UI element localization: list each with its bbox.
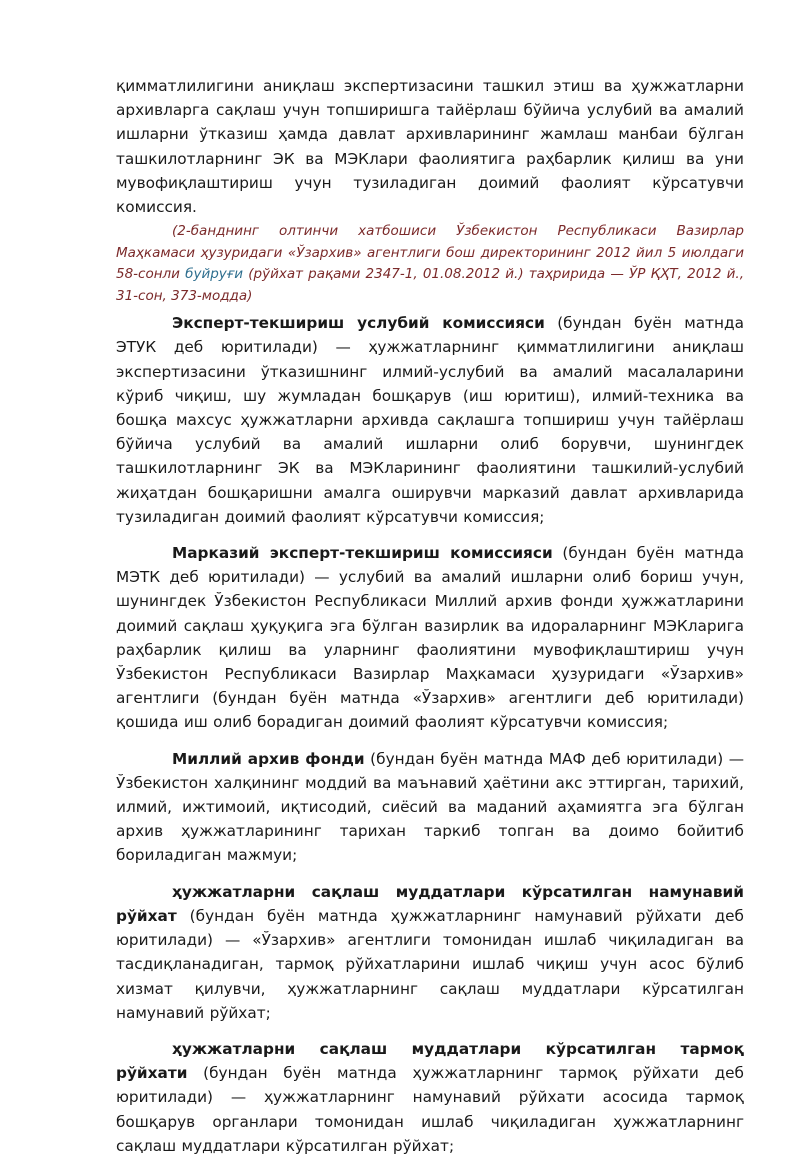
definition-branch-list-text: (бундан буён матнда ҳужжатларнинг тармоқ рўйхати деб юритилади) — ҳужжатларнинг намунавий рўйхати асосида тармоқ бошқарув органлари томонидан ишлаб чиқиладиган ҳужжатларнинг сақлаш муддатлари кўрсатилган рўйхат;: [116, 1064, 744, 1155]
definition-etuk: [116, 311, 744, 529]
amendment-note-text: (2-банднинг олтинчи хатбошиси Ўзбекистон Республикаси Вазирлар Маҳкамаси ҳузуридаги «Ўзархив» агентлиги бош директорининг 2012 йил 5 июлдаги 58-сонли: [116, 223, 744, 283]
definition-etuk-text: (бундан буён матнда ЭТУК деб юритилади) — ҳужжатларнинг қимматлилигини аниқлаш экспертизасини ўтказишнинг илмий-услубий ва амалий масалаларини кўриб чиқиш, шу жумладан бошқарув (иш юритиш), илмий-техника ва бошқа махсус ҳужжатларни архивда сақлашга топшириш учун тайёрлаш бўйича услубий ва амалий ишларни олиб борувчи, шунингдек ташкилотларнинг ЭК ва МЭКларининг фаолиятини ташкилий-услубий жиҳатдан бошқаришни амалга оширувчи марказий давлат архивларида тузиладиган доимий фаолият кўрсатувчи комиссия;: [116, 314, 745, 526]
term-maf: Миллий архив фонди: [172, 749, 365, 768]
order-link[interactable]: буйруғи: [185, 266, 244, 283]
paragraph-continuation: қимматлилигини аниқлаш экспертизасини ташкил этиш ва ҳужжатларни архивларга сақлаш учун топширишга тайёрлаш бўйича услубий ва амалий ишларни ўтказиш ҳамда давлат архивларининг жамлаш манбаи бўлган ташкилотларнинг ЭК ва МЭКлари фаолиятига раҳбарлик қилиш ва уни мувофиқлаштириш учун тузиладиган доимий фаолият кўрсатувчи комиссия.: [116, 77, 744, 217]
definition-metk-text: (бундан буён матнда МЭТК деб юритилади) — услубий ва амалий ишларни олиб бориш учун, шунингдек Ўзбекистон Республикаси Миллий архив фонди ҳужжатларини доимий сақлаш ҳуқуқига эга бўлган вазирлик ва идораларнинг МЭКларига раҳбарлик қилиш ва уларнинг фаолиятини мувофиқлаштириш учун Ўзбекистон Республикаси Вазирлар Маҳкамаси ҳузуридаги «Ўзархив» агентлиги (бундан буён матнда «Ўзархив» агентлиги деб юритилади) қошида иш олиб борадиган доимий фаолият кўрсатувчи комиссия;: [116, 544, 744, 732]
definition-maf-text: (бундан буён матнда МАФ деб юритилади) — Ўзбекистон халқининг моддий ва маънавий ҳаётини акс эттирган, тарихий, илмий, ижтимоий, иқтисодий, сиёсий ва маданий аҳамиятга эга бўлган архив ҳужжатларининг тарихан таркиб топган ва доимо бойитиб бориладиган мажмуи;: [116, 749, 744, 865]
amendment-note-text-end: (рўйхат рақами 2347-1, 01.08.2012 й.) таҳририда — ЎР ҚҲТ, 2012 й., 31-сон, 373-модда): [116, 266, 744, 304]
definition-branch-list: [116, 1037, 744, 1158]
term-model-list: ҳужжатларни сақлаш муддатлари кўрсатилган намунавий рўйхат: [116, 882, 744, 925]
term-etuk: Эксперт-текшириш услубий комиссияси: [172, 314, 545, 333]
definition-metk: [116, 541, 744, 735]
definition-maf: [116, 747, 744, 868]
definition-model-list: [116, 880, 744, 1025]
amendment-note: [116, 221, 744, 307]
term-metk: Марказий эксперт-текшириш комиссияси: [172, 544, 553, 563]
term-branch-list: ҳужжатларни сақлаш муддатлари кўрсатилган тармоқ рўйхати: [116, 1039, 744, 1083]
definition-model-list-text: (бундан буён матнда ҳужжатларнинг намунавий рўйхати деб юритилади) — «Ўзархив» агентлиги томонидан ишлаб чиқиладиган ва тасдиқланадиган, тармоқ рўйхатларини ишлаб чиқиш учун асос бўлиб хизмат қилувчи, ҳужжатларнинг сақлаш муддатлари кўрсатилган намунавий рўйхат;: [116, 906, 744, 1022]
